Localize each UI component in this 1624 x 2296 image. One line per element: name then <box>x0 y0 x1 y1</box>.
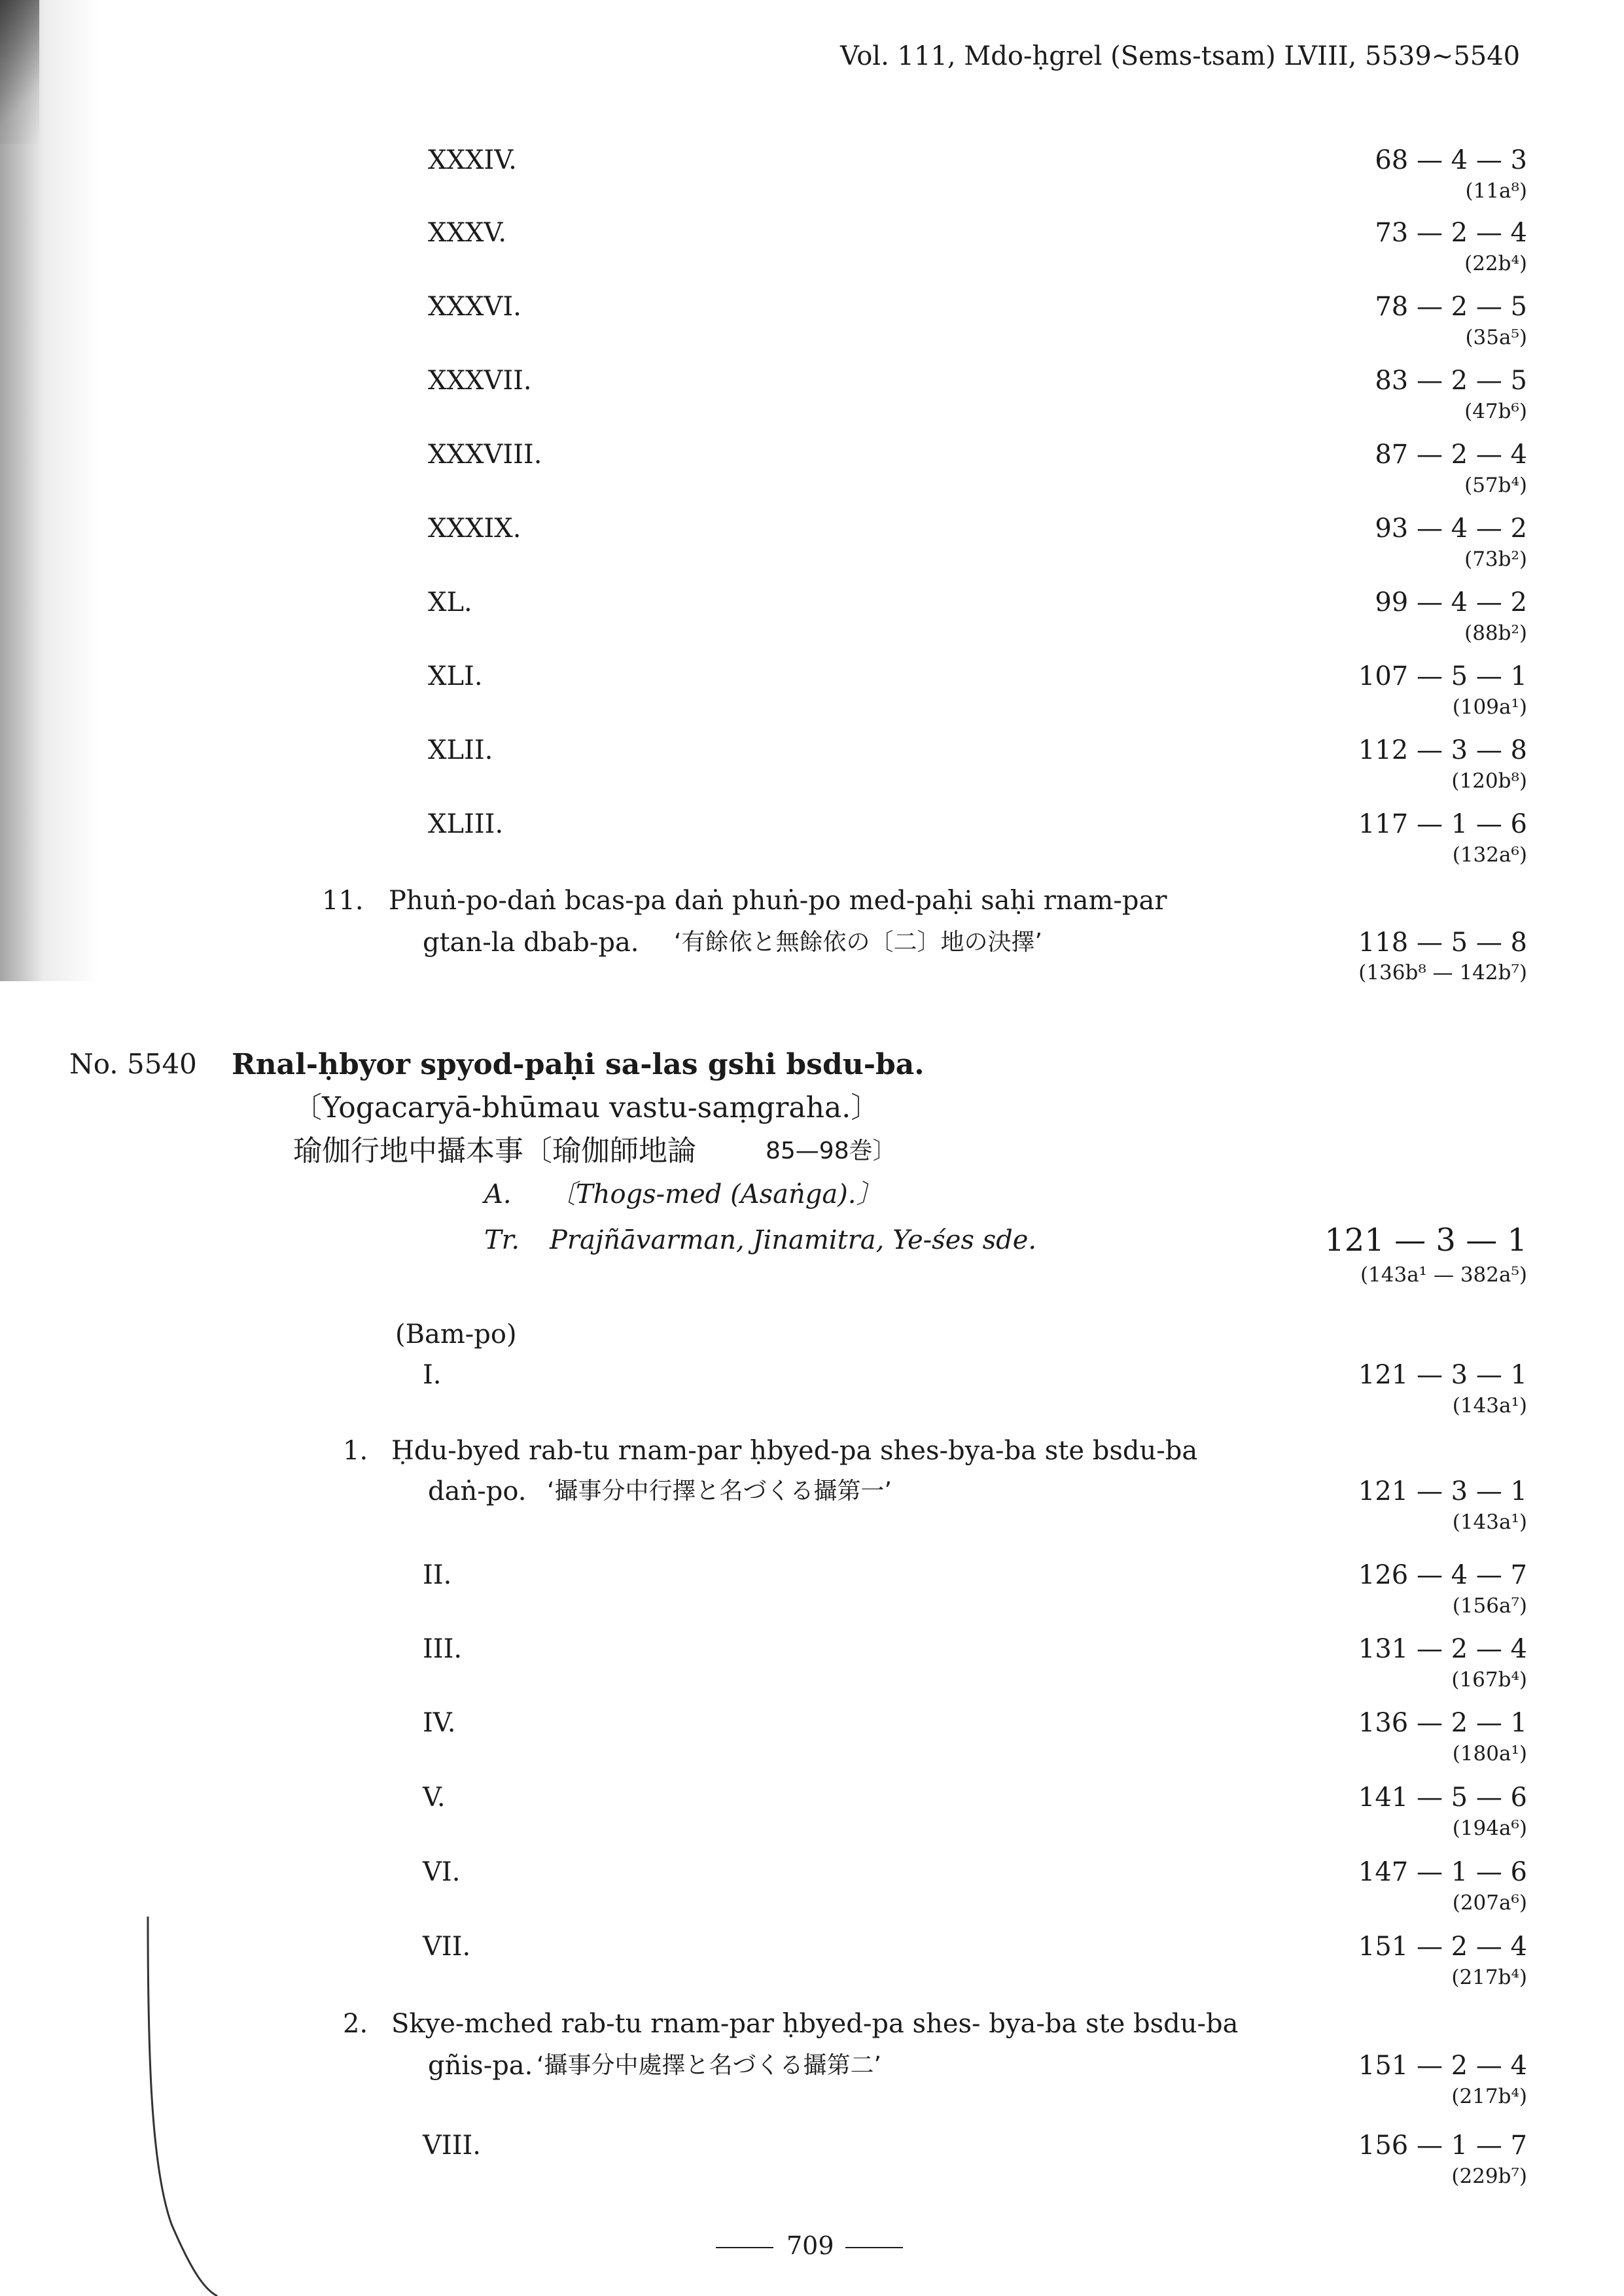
folio-ref: (11a⁸) <box>1465 179 1527 203</box>
folio-ref: (167b⁴) <box>1451 1668 1527 1692</box>
running-header: Vol. 111, Mdo-ḥgrel (Sems-tsam) LVIII, 5539∼5540 <box>840 41 1521 71</box>
ref-number: 131 — 2 — 4 <box>1358 1634 1527 1664</box>
entry-sanskrit-title: 〔Yogacaryā-bhūmau vastu-saṃgraha.〕 <box>293 1091 880 1124</box>
folio-ref: (143a¹ — 382a⁵) <box>1360 1263 1527 1287</box>
margin-pencil-line <box>145 1917 224 2296</box>
ref-number: 117 — 1 — 6 <box>1358 809 1527 839</box>
ref-number: 141 — 5 — 6 <box>1358 1783 1527 1813</box>
author-label: A. <box>484 1179 512 1209</box>
folio-ref: (194a⁶) <box>1452 1817 1527 1840</box>
entry-chinese-range: 85—98巻〕 <box>766 1138 896 1164</box>
page-number: 709 <box>786 2231 834 2260</box>
roman-numeral: II. <box>423 1560 452 1590</box>
ref-number: 93 — 4 — 2 <box>1375 513 1527 544</box>
roman-numeral: VII. <box>423 1932 471 1962</box>
ref-number: 99 — 4 — 2 <box>1375 587 1527 617</box>
item-title-line1: Ḥdu-byed rab-tu rnam-par ḥbyed-pa shes-bya-ba ste bsdu-ba <box>391 1436 1198 1466</box>
translator-label: Tr. <box>484 1225 520 1255</box>
item-title-line1: Phuṅ-po-daṅ bcas-pa daṅ phuṅ-po med-paḥi saḥi rnam-par <box>389 886 1167 916</box>
ref-number: 156 — 1 — 7 <box>1358 2131 1527 2161</box>
folio-ref: (88b²) <box>1464 621 1527 645</box>
ref-number: 112 — 3 — 8 <box>1358 735 1527 765</box>
folio-ref: (120b⁸) <box>1451 769 1527 793</box>
item-title-line1: Skye-mched rab-tu rnam-par ḥbyed-pa shes- bya-ba ste bsdu-ba <box>391 2009 1239 2039</box>
roman-numeral: V. <box>423 1783 446 1813</box>
roman-numeral: XXXIX. <box>428 513 521 544</box>
ref-number: 151 — 2 — 4 <box>1358 2051 1527 2081</box>
folio-ref: (109a¹) <box>1452 695 1527 719</box>
footer-rule-left <box>716 2247 773 2248</box>
ref-number: 121 — 3 — 1 <box>1358 1360 1527 1390</box>
folio-ref: (35a⁵) <box>1465 326 1527 349</box>
item-title-line2: gñis-pa. <box>428 2051 533 2081</box>
folio-ref: (156a⁷) <box>1452 1594 1527 1618</box>
roman-numeral: XXXIV. <box>428 145 517 175</box>
item-title-line2: gtan-la dbab-pa. <box>423 928 639 958</box>
ref-number: 151 — 2 — 4 <box>1358 1932 1527 1962</box>
ref-number: 118 — 5 — 8 <box>1358 928 1527 958</box>
ref-number: 121 — 3 — 1 <box>1324 1222 1527 1259</box>
item-title-line2: daṅ-po. <box>428 1476 527 1506</box>
scan-shadow <box>0 0 98 981</box>
ref-number: 78 — 2 — 5 <box>1375 292 1527 322</box>
entry-number: No. 5540 <box>69 1048 197 1080</box>
scan-corner-shadow <box>0 0 39 144</box>
translator-names: Prajñāvarman, Jinamitra, Ye-śes sde. <box>550 1225 1037 1255</box>
ref-number: 121 — 3 — 1 <box>1358 1476 1527 1506</box>
roman-numeral: XXXVI. <box>428 292 521 322</box>
folio-ref: (217b⁴) <box>1451 2085 1527 2108</box>
item-japanese-title: ‘攝事分中行擇と名づくる攝第一’ <box>547 1478 892 1505</box>
ref-number: 136 — 2 — 1 <box>1358 1708 1527 1738</box>
roman-numeral: VI. <box>423 1857 461 1887</box>
roman-numeral: XXXV. <box>428 218 507 248</box>
item-japanese-title: ‘攝事分中處擇と名づくる攝第二’ <box>537 2052 881 2079</box>
folio-ref: (207a⁶) <box>1452 1891 1527 1915</box>
ref-number: 83 — 2 — 5 <box>1375 366 1527 396</box>
folio-ref: (47b⁶) <box>1464 400 1527 423</box>
folio-ref: (217b⁴) <box>1451 1966 1527 1989</box>
ref-number: 147 — 1 — 6 <box>1358 1857 1527 1887</box>
folio-ref: (143a¹) <box>1452 1394 1527 1418</box>
folio-ref: (180a¹) <box>1452 1742 1527 1765</box>
roman-numeral: XLII. <box>428 735 493 765</box>
folio-ref: (73b²) <box>1464 548 1527 571</box>
folio-ref: (57b⁴) <box>1464 474 1527 497</box>
footer-rule-right <box>845 2247 903 2248</box>
folio-ref: (136b⁸ — 142b⁷) <box>1358 961 1527 984</box>
item-japanese-title: ‘有餘依と無餘依の〔二〕地の決擇’ <box>674 929 1042 956</box>
ref-number: 107 — 5 — 1 <box>1358 661 1527 691</box>
ref-number: 87 — 2 — 4 <box>1375 440 1527 470</box>
ref-number: 126 — 4 — 7 <box>1358 1560 1527 1590</box>
roman-numeral: XL. <box>428 587 472 617</box>
roman-numeral: XXXVII. <box>428 366 532 396</box>
folio-ref: (22b⁴) <box>1464 252 1527 275</box>
roman-numeral: XLI. <box>428 661 483 691</box>
roman-numeral: I. <box>423 1360 442 1390</box>
roman-numeral: IV. <box>423 1708 456 1738</box>
folio-ref: (132a⁶) <box>1452 843 1527 867</box>
roman-numeral: XXXVIII. <box>428 440 542 470</box>
item-number: 11. <box>322 886 364 916</box>
folio-ref: (229b⁷) <box>1451 2165 1527 2188</box>
bampo-heading: (Bam-po) <box>395 1319 517 1349</box>
folio-ref: (143a¹) <box>1452 1510 1527 1534</box>
roman-numeral: XLIII. <box>428 809 504 839</box>
entry-title: Rnal-ḥbyor spyod-paḥi sa-las gshi bsdu-ba. <box>232 1048 925 1081</box>
author-name: 〔Thogs-med (Asaṅga).〕 <box>550 1179 883 1209</box>
item-number: 1. <box>343 1436 368 1466</box>
ref-number: 73 — 2 — 4 <box>1375 218 1527 248</box>
item-number: 2. <box>343 2009 368 2039</box>
roman-numeral: VIII. <box>423 2131 482 2161</box>
roman-numeral: III. <box>423 1634 463 1664</box>
entry-chinese-title: 瑜伽行地中攝本事〔瑜伽師地論 <box>293 1134 696 1168</box>
ref-number: 68 — 4 — 3 <box>1375 145 1527 175</box>
